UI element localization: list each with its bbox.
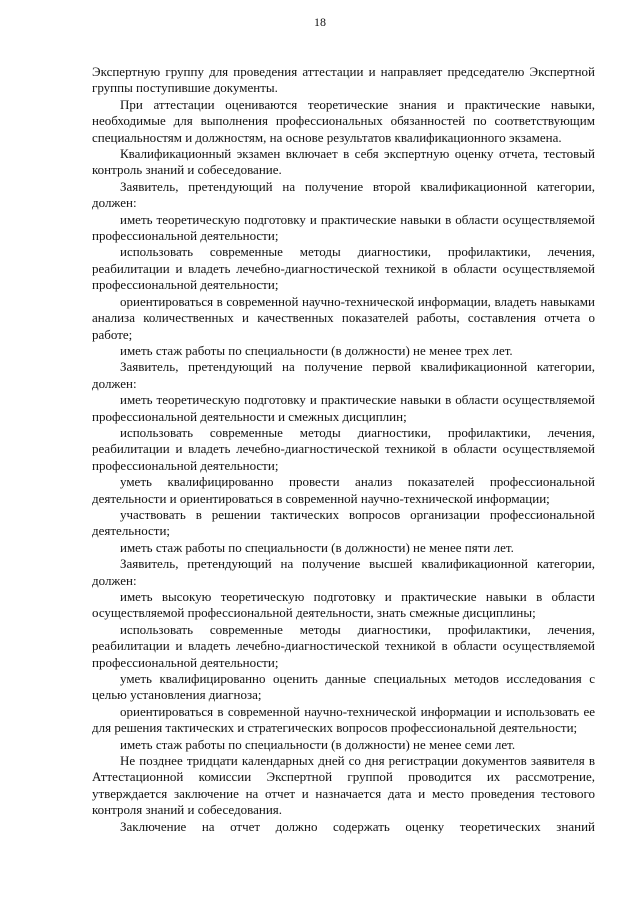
- list-item-highest-methods: использовать современные методы диагностики, профилактики, лечения, реабилитации и владеть лечебно-диагностической техникой в области осуществляемой профессиональной деятельности;: [92, 621, 595, 670]
- paragraph-continuation: Экспертную группу для проведения аттестации и направляет председателю Экспертной группы поступившие документы.: [92, 64, 595, 96]
- list-item-second-theory: иметь теоретическую подготовку и практические навыки в области осуществляемой профессиональной деятельности;: [92, 211, 595, 244]
- paragraph-attestation-evaluation: При аттестации оцениваются теоретические знания и практические навыки, необходимые для выполнения профессиональных обязанностей по соответствующим специальностям и должностям, на основе результатов квалификационного экзамена.: [92, 96, 595, 145]
- list-item-first-methods: использовать современные методы диагностики, профилактики, лечения, реабилитации и владеть лечебно-диагностической техникой в области осуществляемой профессиональной деятельности;: [92, 424, 595, 473]
- list-item-highest-diagnosis: уметь квалифицированно оценить данные специальных методов исследования с целью установления диагноза;: [92, 671, 595, 703]
- list-item-first-experience: иметь стаж работы по специальности (в должности) не менее пяти лет.: [120, 539, 514, 555]
- list-item-first-theory: иметь теоретическую подготовку и практические навыки в области осуществляемой профессиональной деятельности и смежных дисциплин;: [92, 392, 595, 424]
- list-item-second-methods: использовать современные методы диагностики, профилактики, лечения, реабилитации и владеть лечебно-диагностической техникой в области осуществляемой профессиональной деятельности;: [92, 244, 595, 293]
- list-item-second-information: ориентироваться в современной научно-технической информации, владеть навыками анализа количественных и качественных показателей работы, составления отчета о работе;: [92, 293, 595, 342]
- list-item-highest-experience: иметь стаж работы по специальности (в должности) не менее семи лет.: [120, 736, 516, 752]
- document-body: [92, 64, 595, 835]
- paragraph-second-category-intro: Заявитель, претендующий на получение второй квалификационной категории, должен:: [92, 178, 595, 211]
- list-item-highest-information: ориентироваться в современной научно-технической информации и использовать ее для решения тактических и стратегических вопросов профессиональной деятельности;: [92, 703, 595, 736]
- paragraph-highest-category-intro: Заявитель, претендующий на получение высшей квалификационной категории, должен:: [92, 556, 595, 588]
- list-item-second-experience: иметь стаж работы по специальности (в должности) не менее трех лет.: [120, 342, 513, 358]
- paragraph-exam-contents: Квалификационный экзамен включает в себя экспертную оценку отчета, тестовый контроль знаний и собеседование.: [92, 146, 595, 178]
- list-item-first-analysis: уметь квалифицированно провести анализ показателей профессиональной деятельности и ориентироваться в современной научно-технической информации;: [92, 474, 595, 506]
- paragraph-review-deadline: Не позднее тридцати календарных дней со дня регистрации документов заявителя в Аттестационной комиссии Экспертной группой проводится их рассмотрение, утверждается заключение на отчет и назначается дата и место проведения тестового контроля знаний и собеседования.: [92, 753, 595, 818]
- paragraph-first-category-intro: Заявитель, претендующий на получение первой квалификационной категории, должен:: [92, 359, 595, 391]
- list-item-first-tactics: участвовать в решении тактических вопросов организации профессиональной деятельности;: [92, 506, 595, 539]
- page-number: 18: [314, 15, 326, 29]
- paragraph-report-conclusion: Заключение на отчет должно содержать оценку теоретических знаний: [120, 818, 595, 834]
- list-item-highest-theory: иметь высокую теоретическую подготовку и практические навыки в области осуществляемой профессиональной деятельности, знать смежные дисциплины;: [92, 589, 595, 621]
